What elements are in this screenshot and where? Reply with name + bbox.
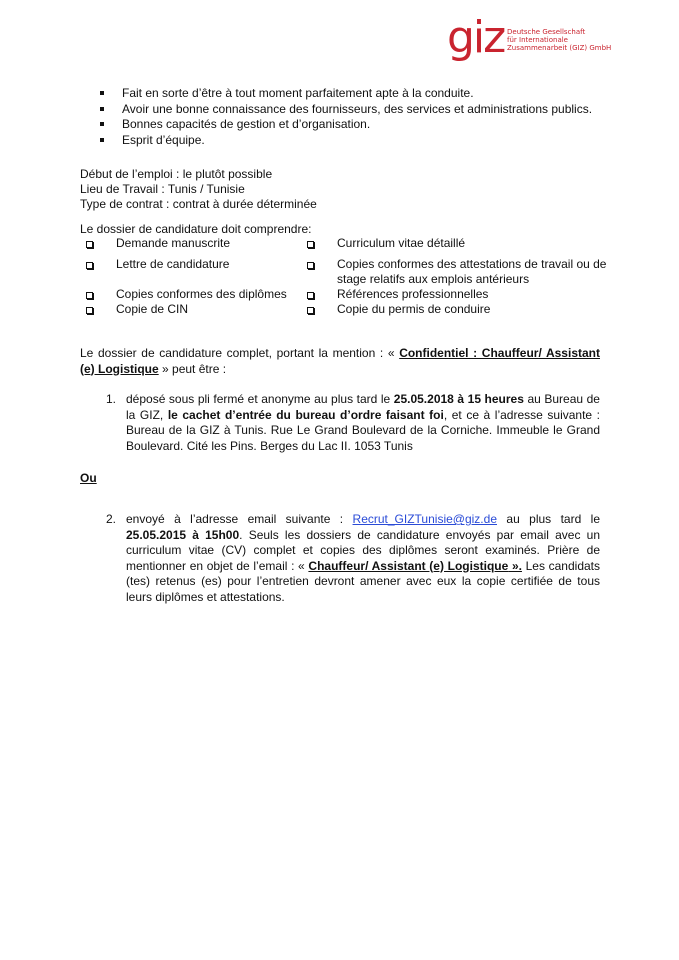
stamp-note: le cachet d’entrée du bureau d’ordre faisant foi (167, 407, 444, 422)
work-location-text: Lieu de Travail : Tunis / Tunisie (80, 182, 245, 196)
contract-type-text: Type de contrat : contrat à durée déterminée (80, 197, 317, 211)
logo-text (507, 28, 637, 52)
option-number: 1. (106, 392, 117, 406)
email-subject-text: Chauffeur/ Assistant (e) Logistique (308, 558, 509, 573)
list-item: Bonnes capacités de gestion et d’organisation. (100, 117, 592, 133)
checkbox-icon (307, 292, 314, 299)
logo-text-line: Zusammenarbeit (GIZ) GmbH (507, 44, 612, 52)
list-item: Fait en sorte d’être à tout moment parfaitement apte à la conduite. (100, 86, 592, 102)
option-text: déposé sous pli fermé et anonyme au plus tard le 25.05.2018 à 15 heures au Bureau de la GIZ, le cachet d’entrée du bureau d’ordre faisant foi, et ce à l’adresse suivante : Bureau de la GIZ à Tunis. Rue Le Grand Boulevard de la Corniche. Immeuble le Grand Boulevard. Cité les Pins. Berges du Lac II. 1053 Tunis (126, 392, 600, 453)
bullet-square-icon (100, 138, 104, 142)
email-link[interactable]: Recrut_GIZTunisie@giz.de (352, 512, 497, 526)
bullet-square-icon (100, 107, 104, 111)
deadline-text: 25.05.2018 à 15 heures (393, 392, 524, 406)
checkbox-icon (86, 241, 93, 248)
list-item: Esprit d’équipe. (100, 133, 592, 149)
option-text: envoyé à l’adresse email suivante : Recrut_GIZTunisie@giz.de au plus tard le 25.05.2015 à 15h00. Seuls les dossiers de candidature envoyés par email avec un curriculum vitae (CV) complet et copies des diplômes seront examinés. Prière de mentionner en objet de l’email : « Chauffeur/ Assistant (e) Logistique ». Les candidats (tes) retenus (es) pour l’entretien devront amener avec eux la copie certifiée de tous leurs diplômes et attestations. (126, 512, 601, 604)
bullet-square-icon (100, 91, 104, 95)
mention-label: Confidentiel : Chauffeur/ Assistant (e) Logistique (80, 346, 600, 376)
job-info (80, 167, 317, 212)
checkbox-icon (307, 262, 314, 269)
or-separator: Ou (80, 471, 97, 485)
start-date-text: Début de l’emploi : le plutôt possible (80, 167, 273, 181)
checkbox-icon (86, 292, 93, 299)
logo-text-line: für Internationale (507, 36, 568, 44)
dossier-title: Le dossier de candidature doit comprendre: (80, 222, 312, 236)
submission-option-2 (106, 512, 600, 605)
submission-paragraph: Le dossier de candidature complet, portant la mention : « Confidentiel : Chauffeur/ Assistant (e) Logistique » peut être : (80, 346, 600, 376)
logo-mark: giz (447, 12, 505, 63)
checkbox-icon (86, 307, 93, 314)
checkbox-icon (86, 262, 93, 269)
submission-option-1 (106, 392, 600, 454)
option-number: 2. (106, 512, 117, 526)
qualifications-list (100, 86, 592, 148)
checkbox-icon (307, 241, 314, 248)
list-item: Avoir une bonne connaissance des fournisseurs, des services et administrations publics. (100, 102, 592, 118)
logo-text-line: Deutsche Gesellschaft (507, 28, 586, 36)
deadline-text: 25.05.2015 à 15h00 (126, 527, 240, 542)
checkbox-icon (307, 307, 314, 314)
bullet-square-icon (100, 122, 104, 126)
